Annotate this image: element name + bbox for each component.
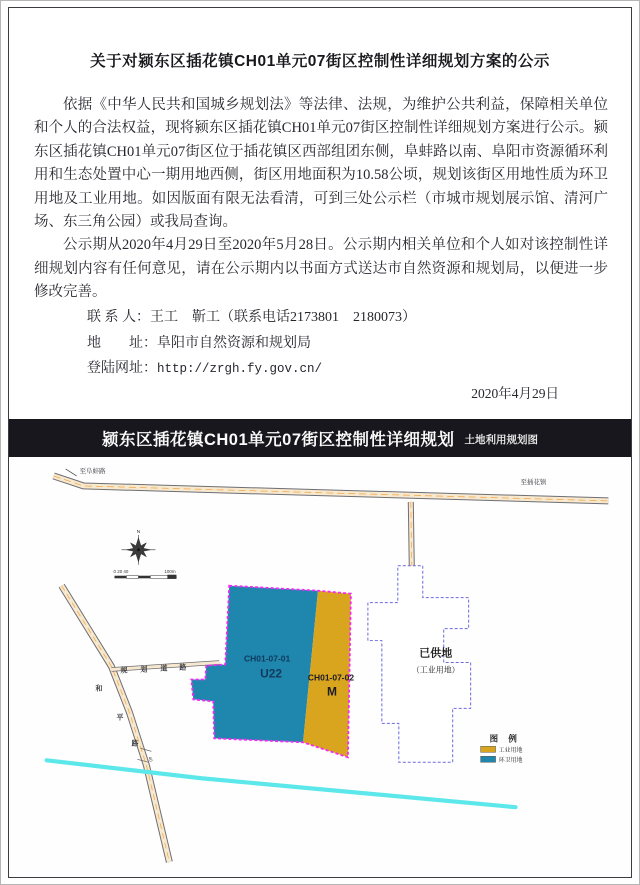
svg-text:路: 路 <box>179 664 187 672</box>
map-header-bar <box>9 419 631 457</box>
contact-block <box>87 305 416 383</box>
svg-text:路: 路 <box>131 740 139 748</box>
land-use-map <box>9 457 631 877</box>
map-subtitle: 土地利用规划图 <box>464 434 539 446</box>
parcel-2-use: M <box>326 684 337 699</box>
svg-text:和: 和 <box>95 685 103 693</box>
contact-person: 联 系 人：王工 靳工（联系电话2173801 2180073） <box>87 310 416 325</box>
website-label: 登陆网址： <box>87 361 157 376</box>
svg-text:道: 道 <box>160 665 168 673</box>
vertical-access-road <box>411 502 412 567</box>
supplied-land-sublabel: （工业用地） <box>411 665 460 675</box>
map-legend <box>481 733 523 763</box>
heping-road <box>62 586 170 862</box>
supplied-land-polygon <box>368 566 471 763</box>
parcel-1-use: U22 <box>260 666 283 681</box>
svg-text:划: 划 <box>140 666 148 674</box>
notice-title: 关于对颍东区插花镇CH01单元07街区控制性详细规划方案的公示 <box>90 53 550 70</box>
svg-text:规: 规 <box>120 667 128 675</box>
parcel-2-code: CH01-07-02 <box>307 672 355 683</box>
notice-paragraph-2: 公示期从2020年4月29日至2020年5月28日。公示期内相关单位和个人如对该控制性详细规划内容有任何意见，请在公示期内以书面方式送达市自然资源和规划局，以便进一步修改完善。 <box>34 237 608 301</box>
dimension-value: 40 <box>147 756 154 763</box>
road-label-to-fubang: 至阜蚌路 <box>79 467 106 475</box>
legend-swatch-industrial <box>481 746 496 752</box>
legend-title: 图 例 <box>489 733 521 744</box>
parcel-1-code: CH01-07-01 <box>244 653 291 664</box>
scale-bar <box>113 569 176 579</box>
scale-right-label: 100m <box>164 569 176 575</box>
road-leader-line <box>66 469 77 476</box>
legend-label-sanitation: 环卫用地 <box>498 757 523 764</box>
website-url: http://zrgh.fy.gov.cn/ <box>157 362 323 376</box>
notice-body <box>34 94 608 305</box>
compass-rose <box>121 529 155 565</box>
road-label-to-chahua: 至插花镇 <box>520 478 547 486</box>
legend-swatch-sanitation <box>481 756 496 762</box>
notice-paragraph-1: 依据《中华人民共和国城乡规划法》等法律、法规，为维护公共利益，保障相关单位和个人的合法权益，现将颍东区插花镇CH01单元07街区控制性详细规划方案进行公示。颍东区插花镇CH01单元07街区位于插花镇区西部组团东侧，阜蚌路以南、阜阳市资源循环利用和生态处置中心一期用地西侧，街区用地面积为10.58公顷，规划该街区用地性质为环卫用地及工业用地。如因版面有限无法看清，可到三处公示栏（市城市规划展示馆、清河广场、东三角公园）或我局查询。 <box>34 97 608 231</box>
scale-left-label: 0 20 40 <box>113 569 129 575</box>
north-label: N <box>136 528 141 535</box>
river-line <box>47 760 516 807</box>
map-title: 颍东区插花镇CH01单元07街区控制性详细规划 <box>101 431 455 449</box>
contact-address: 地 址：阜阳市自然资源和规划局 <box>87 335 311 351</box>
contact-website <box>87 356 416 383</box>
svg-text:平: 平 <box>116 714 124 722</box>
notice-date: 2020年4月29日 <box>471 386 559 401</box>
page-border-frame <box>8 7 632 878</box>
legend-label-industrial: 工业用地 <box>498 747 523 754</box>
supplied-land-label: 已供地 <box>419 647 453 660</box>
